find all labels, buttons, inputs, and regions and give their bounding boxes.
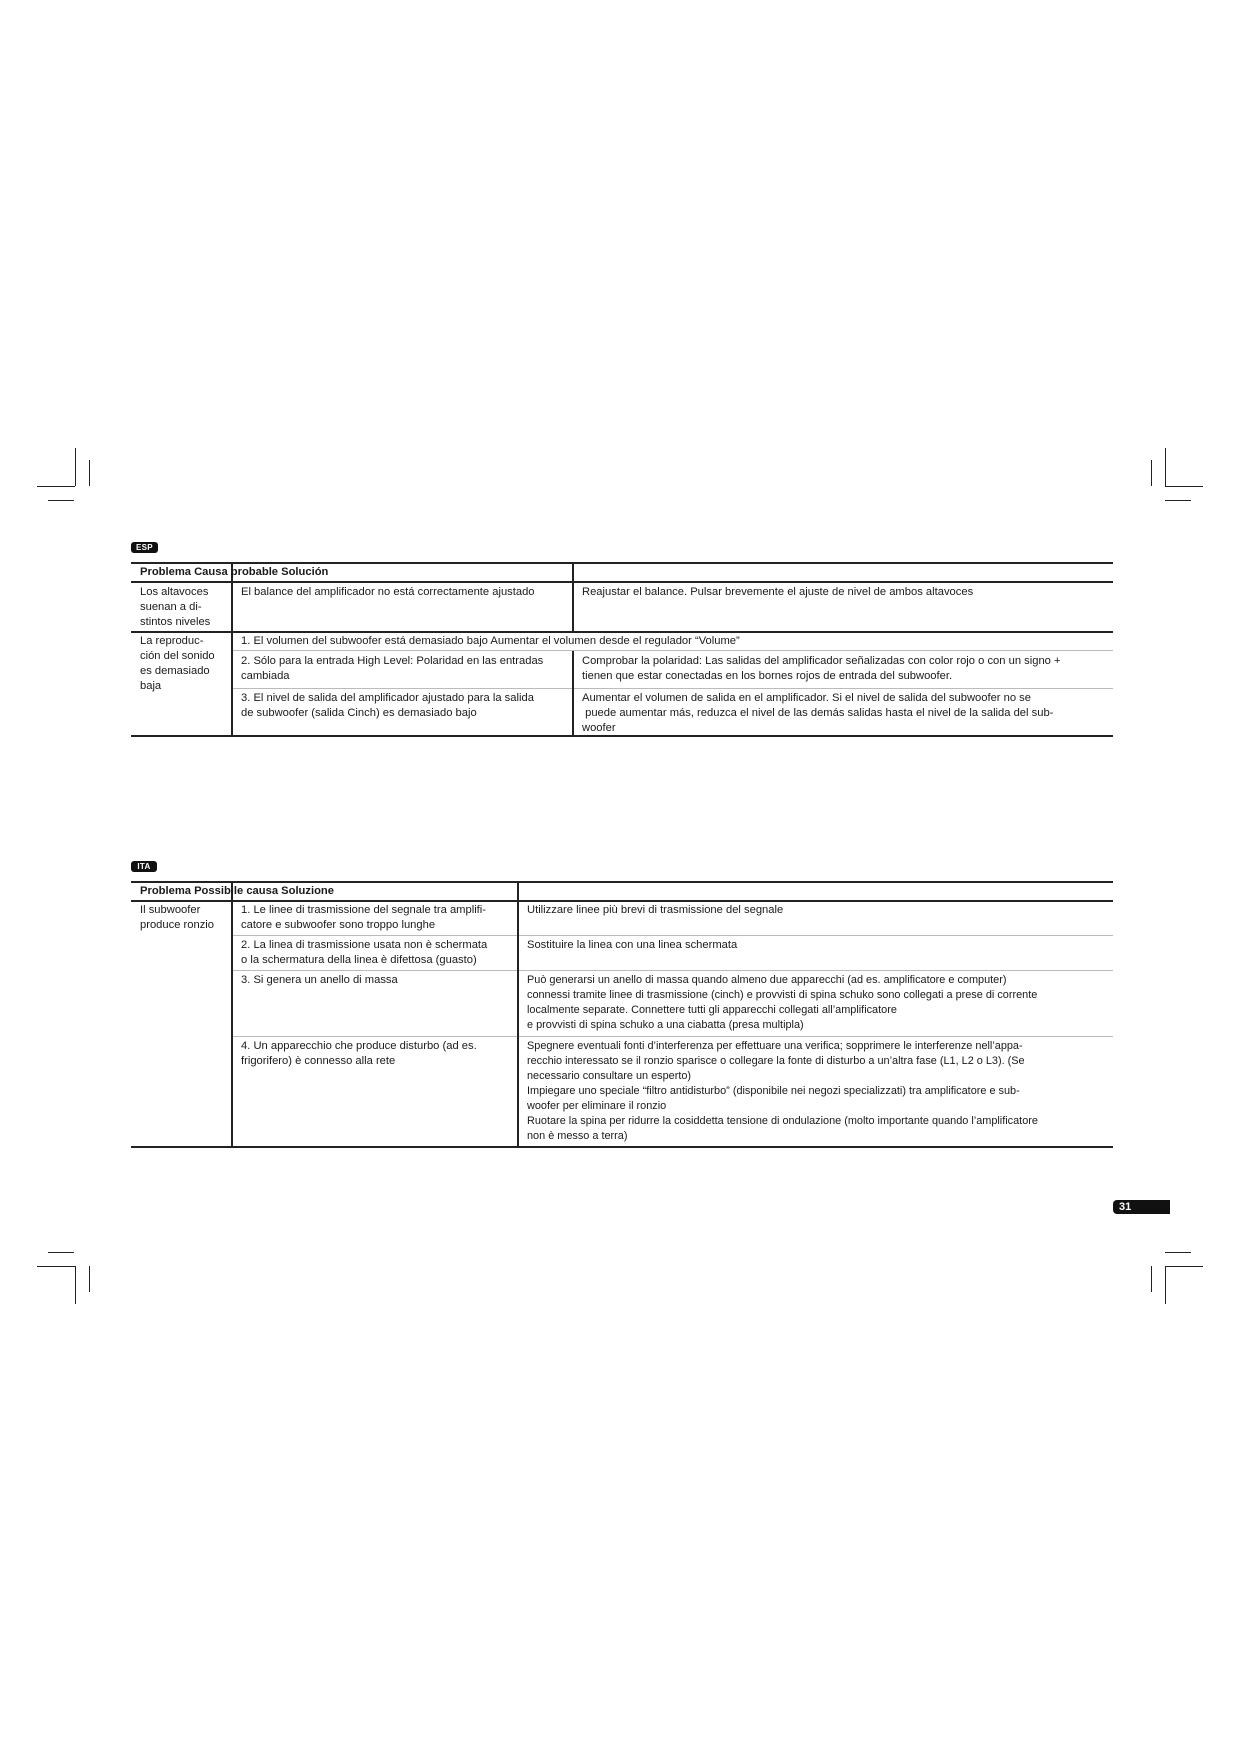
page-number: 31 <box>1113 1200 1170 1214</box>
table-cell-solution: Sostituire la linea con una linea schermata <box>527 939 738 951</box>
table-header: Problema Causa probable Solución <box>140 566 329 578</box>
crop-mark <box>75 1266 76 1304</box>
table-cell-problem: La reproduc- ción del sonido es demasiado baja <box>140 635 215 692</box>
crop-mark <box>37 486 75 487</box>
table-cell-cause: 3. El nivel de salida del amplificador ajustado para la salida de subwoofer (salida Cinch) es demasiado bajo <box>241 692 534 719</box>
crop-mark <box>89 460 90 486</box>
crop-mark <box>1165 1266 1166 1304</box>
table-cell-cause: 3. Si genera un anello di massa <box>241 974 398 986</box>
table-cell-cause: 2. La linea di trasmissione usata non è schermata o la schermatura della linea è difettosa (guasto) <box>241 939 488 966</box>
table-cell-problem: Los altavoces suenan a di- stintos niveles <box>140 586 211 628</box>
crop-mark <box>89 1266 90 1292</box>
table-cell-cause: 1. El volumen del subwoofer está demasiado bajo Aumentar el volumen desde el regulador “Volume” <box>241 635 740 647</box>
language-badge-ita: ITA <box>131 861 157 872</box>
table-cell-solution: Aumentar el volumen de salida en el amplificador. Si el nivel de salida del subwoofer no se puede aumentar más, reduzca el nivel de las demás salidas hasta el nivel de la salida del sub- woofer <box>582 692 1054 734</box>
troubleshooting-table-ita <box>131 881 1113 1148</box>
table-cell-solution: Utilizzare linee più brevi di trasmissione del segnale <box>527 904 784 916</box>
troubleshooting-table-esp <box>131 562 1113 737</box>
crop-mark <box>48 1252 74 1253</box>
crop-mark <box>1165 486 1203 487</box>
table-cell-cause: El balance del amplificador no está correctamente ajustado <box>241 586 535 598</box>
language-badge-esp: ESP <box>131 542 158 553</box>
crop-mark <box>1165 1252 1191 1253</box>
table-cell-solution: Reajustar el balance. Pulsar brevemente el ajuste de nivel de ambos altavoces <box>582 586 974 598</box>
crop-mark <box>75 448 76 486</box>
table-cell-solution: Spegnere eventuali fonti d’interferenza per effettuare una verifica; sopprimere le interferenze nell’appa- recchio interessato se il ronzio sparisce o collegare la fonte di disturbo a un’altra fase (L1, L2 o L3). (Se necessario consultare un esperto) Impiegare uno speciale “filtro antidisturbo” (disponibile nei negozi specializzati) tra amplificatore e sub- woofer per eliminare il ronzio Ruotare la spina per ridurre la cosiddetta tensione di ondulazione (molto importante quando l’amplificatore non è messo a terra) <box>527 1040 1038 1142</box>
table-cell-cause: 4. Un apparecchio che produce disturbo (ad es. frigorifero) è connesso alla rete <box>241 1040 477 1067</box>
table-cell-cause: 1. Le linee di trasmissione del segnale tra amplifi- catore e subwoofer sono troppo lunghe <box>241 904 487 931</box>
crop-mark <box>48 500 74 501</box>
table-header: Problema Possibile causa Soluzione <box>140 885 334 897</box>
crop-mark <box>1151 1266 1152 1292</box>
table-cell-cause: 2. Sólo para la entrada High Level: Polaridad en las entradas cambiada <box>241 655 544 682</box>
crop-mark <box>1165 1266 1203 1267</box>
crop-mark <box>1165 500 1191 501</box>
crop-mark <box>1165 448 1166 486</box>
crop-mark <box>1151 460 1152 486</box>
table-cell-solution: Può generarsi un anello di massa quando almeno due apparecchi (ad es. amplificatore e computer) connessi tramite linee di trasmissione (cinch) e provvisti di spina schuko sono collegati a prese di corrente localmente separate. Connettere tutti gli apparecchi collegati all’amplificatore e provvisti di spina schuko a una ciabatta (presa multipla) <box>527 974 1038 1031</box>
table-cell-solution: Comprobar la polaridad: Las salidas del amplificador señalizadas con color rojo o con un signo + tienen que estar conectadas en los bornes rojos de entrada del subwoofer. <box>582 655 1061 682</box>
table-cell-problem: Il subwoofer produce ronzio <box>140 904 215 931</box>
crop-mark <box>37 1266 75 1267</box>
